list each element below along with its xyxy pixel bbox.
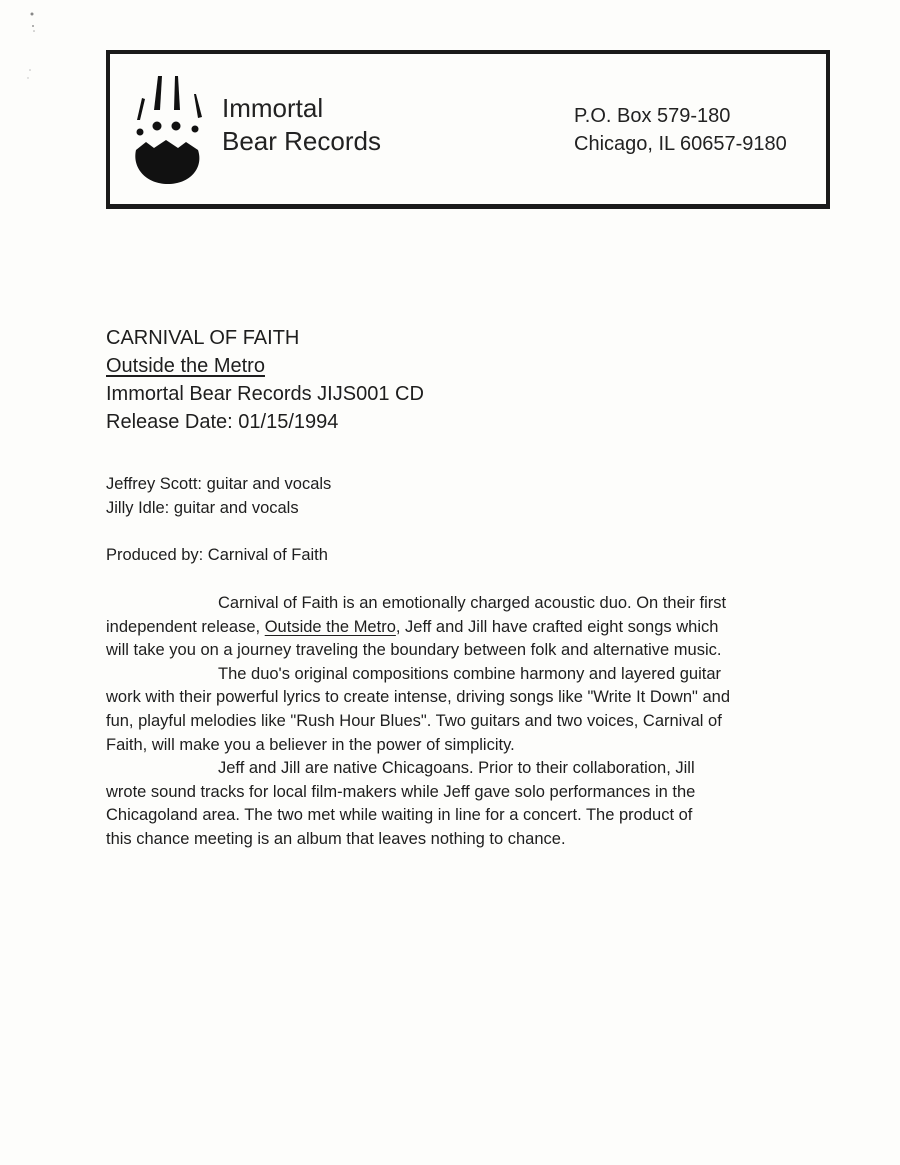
address-line1: P.O. Box 579-180 (574, 105, 731, 127)
bio-line: will take you on a journey traveling the boundary between folk and alternative music. (106, 641, 722, 660)
bio-line: wrote sound tracks for local film-makers while Jeff gave solo performances in the (106, 782, 696, 801)
mailing-address (574, 102, 787, 158)
album-title-inline: Outside the Metro (264, 617, 396, 636)
letterhead (106, 50, 830, 209)
bio-line: Faith, will make you a believer in the power of simplicity. (106, 735, 515, 754)
bio-line: Jeff and Jill are native Chicagoans. Prior to their collaboration, Jill (218, 759, 695, 778)
company-name (222, 92, 381, 158)
bio-line: work with their powerful lyrics to create intense, driving songs like "Write It Down" and (106, 688, 730, 707)
bio-line: fun, playful melodies like "Rush Hour Blues". Two guitars and two voices, Carnival of (106, 711, 722, 730)
producer-credit: Produced by: Carnival of Faith (106, 546, 328, 564)
company-name-line2: Bear Records (222, 126, 381, 156)
credit-line: Jilly Idle: guitar and vocals (106, 499, 299, 517)
release-info (106, 324, 424, 436)
bio-text: , Jeff and Jill have crafted eight songs which (395, 617, 719, 636)
company-name-line1: Immortal (222, 93, 324, 123)
address-line2: Chicago, IL 60657-9180 (574, 133, 787, 155)
bear-paw-icon (128, 72, 208, 190)
bio-line: Carnival of Faith is an emotionally charged acoustic duo. On their first (218, 594, 727, 612)
credit-line: Jeffrey Scott: guitar and vocals (106, 475, 332, 493)
bio-text: independent release, (106, 617, 265, 636)
bio-line: The duo's original compositions combine harmony and layered guitar (218, 664, 722, 683)
release-date: Release Date: 01/15/1994 (106, 411, 339, 433)
band-biography (106, 592, 806, 852)
label-catalog: Immortal Bear Records JIJS001 CD (106, 383, 424, 405)
musician-credits (106, 472, 331, 520)
bio-line: Chicagoland area. The two met while waiting in line for a concert. The product of (106, 806, 693, 825)
bio-line: this chance meeting is an album that leaves nothing to chance. (106, 829, 566, 848)
bio-line (106, 616, 806, 640)
album-title: Outside the Metro (106, 355, 265, 377)
artist-name: CARNIVAL OF FAITH (106, 327, 300, 349)
